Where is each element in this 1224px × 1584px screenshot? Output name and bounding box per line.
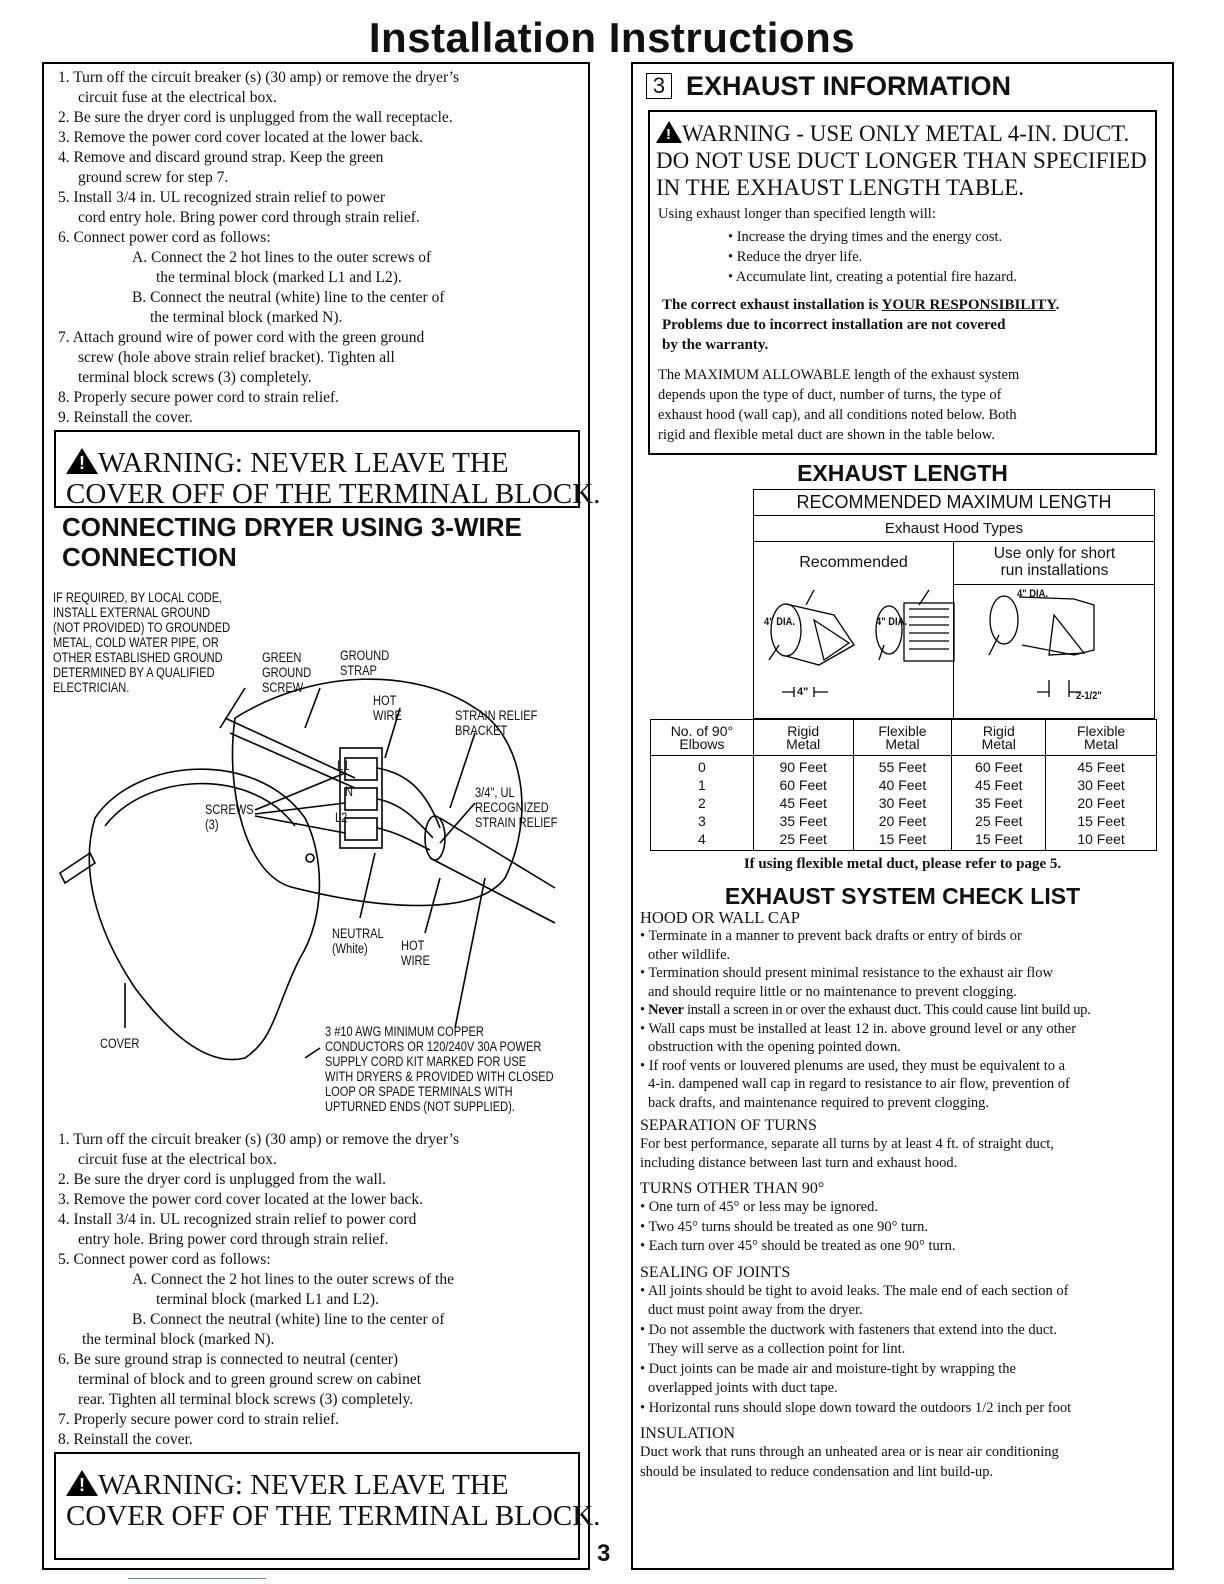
warning-line: WARNING: NEVER LEAVE THE xyxy=(98,1469,509,1501)
step-line: ground screw for step 7. xyxy=(78,169,229,186)
hood-depth-label: 4" xyxy=(797,686,809,698)
hood-lines: • Terminate in a manner to prevent back drafts or entry of birds or other wildlife. • Termination should present minimal resistance to the exhaust air flow and should require little or no maintenance to prevent clogging. • Never install a screen in or over the exhaust duct. This could cause lint build up. • Wall caps must be installed at least 12 in. above ground level or any other obstruction with the opening pointed down. • If roof vents or louvered plenums are used, they must be equivalent to a 4-in. dampened wall cap in regard to resistance to air flow, prevention of back drafts, and maintenance required to prevent clogging. xyxy=(640,928,1091,1111)
step-line: B. Connect the neutral (white) line to the center of xyxy=(132,289,445,306)
strain-relief-bracket-label: STRAIN RELIEF BRACKET xyxy=(455,708,538,738)
section-title: EXHAUST INFORMATION xyxy=(686,71,1011,101)
section-header-exhaust xyxy=(646,70,1011,102)
warning-line: COVER OFF OF THE TERMINAL BLOCK. xyxy=(66,1500,601,1532)
warning-icon: ! xyxy=(66,1470,98,1496)
hot-wire-label-top: HOT WIRE xyxy=(373,693,402,723)
separation-lines: For best performance, separate all turns by at least 4 ft. of straight duct, including distance between last turn and exhaust hood. xyxy=(640,1136,1054,1171)
step-line: entry hole. Bring power cord through strain relief. xyxy=(78,1231,389,1248)
warning-box-top xyxy=(54,430,601,510)
step-line: 3. Remove the power cord cover located at the lower back. xyxy=(58,129,423,146)
ground-strap-label: GROUND STRAP xyxy=(340,648,390,678)
step-line: B. Connect the neutral (white) line to the center of xyxy=(132,1311,445,1328)
step-line: the terminal block (marked N). xyxy=(150,309,343,326)
step-line: 3. Remove the power cord cover located at the lower back. xyxy=(58,1191,423,1208)
step-line: 8. Reinstall the cover. xyxy=(58,1431,193,1448)
cover-label: COVER xyxy=(100,1036,140,1051)
exhaust-length-title: EXHAUST LENGTH xyxy=(797,460,1008,486)
warning-line: COVER OFF OF THE TERMINAL BLOCK. xyxy=(66,478,601,510)
step-line: 1. Turn off the circuit breaker (s) (30 amp) or remove the dryer’s xyxy=(58,69,460,86)
wiring-diagram xyxy=(55,588,575,1128)
table-header: RECOMMENDED MAXIMUM LENGTH xyxy=(796,492,1112,512)
step-line: cord entry hole. Bring power cord through strain relief. xyxy=(78,209,420,226)
checklist-heading: HOOD OR WALL CAP xyxy=(640,908,800,927)
ground-note-label: IF REQUIRED, BY LOCAL CODE, INSTALL EXTERNAL GROUND (NOT PROVIDED) TO GROUNDED METAL, COLD WATER PIPE, OR OTHER ESTABLISHED GROUND DETERMINED BY A QUALIFIED ELECTRICIAN. xyxy=(53,590,231,695)
step-line: rear. Tighten all terminal block screws (3) completely. xyxy=(78,1391,414,1408)
table-cell: 60 Feet 45 Feet 35 Feet 25 Feet 15 Feet xyxy=(952,756,1046,851)
col-header-rigid: Rigid Metal xyxy=(952,720,1046,756)
footer-rule xyxy=(128,1578,266,1579)
step-line: the terminal block (marked N). xyxy=(82,1331,275,1348)
screws-label: SCREWS (3) xyxy=(205,802,254,832)
exhaust-length-table xyxy=(650,489,1157,856)
step-line: 8. Properly secure power cord to strain relief. xyxy=(58,389,340,406)
step-line: screw (hole above strain relief bracket). Tighten all xyxy=(78,349,395,366)
col-header-elbows: No. of 90° Elbows xyxy=(651,720,754,756)
short-run-label: Use only for short run installations xyxy=(993,545,1116,579)
wiring-steps-four-wire xyxy=(58,68,583,428)
step-line: A. Connect the 2 hot lines to the outer screws of the xyxy=(132,1271,454,1288)
recommended-label: Recommended xyxy=(799,554,908,571)
hot-wire-label-bottom: HOT WIRE xyxy=(401,938,430,968)
page-number: 3 xyxy=(597,1540,611,1567)
step-line: 5. Install 3/4 in. UL recognized strain relief to power xyxy=(58,189,385,206)
responsibility-note: The correct exhaust installation is YOUR RESPONSIBILITY. Problems due to incorrect installation are not covered by the warranty. xyxy=(662,297,1060,353)
step-line: terminal block (marked L1 and L2). xyxy=(156,1291,379,1308)
step-line: the terminal block (marked L1 and L2). xyxy=(156,269,402,286)
hood-depth-label: 2-1/2" xyxy=(1076,690,1102,702)
step-line: 1. Turn off the circuit breaker (s) (30 amp) or remove the dryer’s xyxy=(58,1131,460,1148)
col-header-rigid: Rigid Metal xyxy=(753,720,853,756)
step-line: 6. Connect power cord as follows: xyxy=(58,229,271,246)
exhaust-warning-bullets: • Increase the drying times and the energy cost. • Reduce the dryer life. • Accumulate lint, creating a potential fire hazard. xyxy=(728,229,1017,285)
neutral-label: NEUTRAL (White) xyxy=(332,926,384,956)
terminal-l1-label: L1 xyxy=(337,758,350,773)
step-line: 5. Connect power cord as follows: xyxy=(58,1251,271,1268)
green-ground-screw-label: GREEN GROUND SCREW xyxy=(262,650,312,695)
step-line: circuit fuse at the electrical box. xyxy=(78,1151,277,1168)
table-cell: 55 Feet 40 Feet 30 Feet 20 Feet 15 Feet xyxy=(853,756,952,851)
warning-line: WARNING: NEVER LEAVE THE xyxy=(98,447,509,479)
terminal-l2-label: L2 xyxy=(335,810,348,825)
checklist-heading: TURNS OTHER THAN 90° xyxy=(640,1180,825,1197)
checklist-title: EXHAUST SYSTEM CHECK LIST xyxy=(724,883,1081,909)
step-line: A. Connect the 2 hot lines to the outer screws of xyxy=(132,249,432,266)
maximum-length-note: The MAXIMUM ALLOWABLE length of the exhaust system depends upon the type of duct, number of turns, the type of exhaust hood (wall cap), and all conditions noted below. Both rigid and flexible metal duct are shown in the table below. xyxy=(658,367,1020,443)
table-cell: 90 Feet 60 Feet 45 Feet 35 Feet 25 Feet xyxy=(753,756,853,851)
table-cell: 45 Feet 30 Feet 20 Feet 15 Feet 10 Feet xyxy=(1046,756,1157,851)
step-line: circuit fuse at the electrical box. xyxy=(78,89,277,106)
step-line: terminal block screws (3) completely. xyxy=(78,369,312,386)
step-line: 2. Be sure the dryer cord is unplugged from the wall receptacle. xyxy=(58,109,453,126)
hood-diameter-label: 4" DIA. xyxy=(764,616,795,628)
page-title: Installation Instructions xyxy=(368,14,856,61)
step-line: 2. Be sure the dryer cord is unplugged from the wall. xyxy=(58,1171,386,1188)
exhaust-warning-intro: Using exhaust longer than specified length will: xyxy=(658,206,936,222)
step-line: 4. Remove and discard ground strap. Keep the green xyxy=(58,149,384,166)
flexible-duct-note: If using flexible metal duct, please refer to page 5. xyxy=(743,856,1062,872)
col-header-flexible: Flexible Metal xyxy=(1046,720,1157,756)
checklist-content xyxy=(640,908,1170,1482)
turns-lines: • One turn of 45° or less may be ignored. • Two 45° turns should be treated as one 90° turn. • Each turn over 45° should be treated as one 90° turn. xyxy=(640,1199,956,1254)
insulation-lines: Duct work that runs through an unheated area or is near air conditioning should be insulated to reduce condensation and lint build-up. xyxy=(640,1444,1059,1480)
step-line: terminal of block and to green ground screw on cabinet xyxy=(78,1371,422,1388)
sealing-lines: • All joints should be tight to avoid leaks. The male end of each section of duct must point away from the dryer. • Do not assemble the ductwork with fasteners that extend into the duct. They will serve as a collection point for lint. • Duct joints can be made air and moisture-tight by wrapping the overlapped joints with duct tape. • Horizontal runs should slope down toward the outdoors 1/2 inch per foot xyxy=(640,1282,1072,1416)
terminal-n-label: N xyxy=(345,784,353,799)
exhaust-warning-box xyxy=(648,110,1157,455)
checklist-heading: INSULATION xyxy=(640,1425,736,1442)
warning-icon: ! xyxy=(66,448,98,474)
conductors-note-label: 3 #10 AWG MINIMUM COPPER CONDUCTORS OR 120/240V 30A POWER SUPPLY CORD KIT MARKED FOR USE WITH DRYERS & PROVIDED WITH CLOSED LOOP OR SPADE TERMINALS WITH UPTURNED ENDS (NOT SUPPLIED). xyxy=(325,1024,554,1114)
hood-diameter-label: 4" DIA. xyxy=(1017,588,1048,600)
step-line: 7. Properly secure power cord to strain relief. xyxy=(58,1411,340,1428)
section-number-box: 3 xyxy=(646,73,672,99)
hood-types-panel xyxy=(753,489,1155,719)
wiring-steps-three-wire xyxy=(58,1130,583,1450)
warning-box-bottom xyxy=(54,1452,601,1560)
step-line: 6. Be sure ground strap is connected to neutral (center) xyxy=(58,1351,399,1368)
exhaust-warning-heading: ! WARNING - USE ONLY METAL 4-IN. DUCT. DO NOT USE DUCT LONGER THAN SPECIFIED IN THE EXHAUST LENGTH TABLE. xyxy=(656,121,1147,200)
hood-diameter-label: 4" DIA. xyxy=(876,616,907,628)
step-line: 4. Install 3/4 in. UL recognized strain relief to power cord xyxy=(58,1211,417,1228)
warning-icon: ! xyxy=(656,121,682,143)
step-line: 9. Reinstall the cover. xyxy=(58,409,193,426)
checklist-heading: SEALING OF JOINTS xyxy=(640,1263,791,1281)
step-line: 7. Attach ground wire of power cord with the green ground xyxy=(58,329,425,346)
table-subheader: Exhaust Hood Types xyxy=(884,520,1024,537)
table-cell: 0 1 2 3 4 xyxy=(651,756,754,851)
length-values-table xyxy=(650,719,1157,851)
checklist-heading: SEPARATION OF TURNS xyxy=(640,1117,817,1134)
col-header-flexible: Flexible Metal xyxy=(853,720,952,756)
section-title-3-wire: CONNECTING DRYER USING 3-WIRE CONNECTION xyxy=(62,512,522,572)
ul-strain-relief-label: 3/4", UL RECOGNIZED STRAIN RELIEF xyxy=(475,785,558,830)
